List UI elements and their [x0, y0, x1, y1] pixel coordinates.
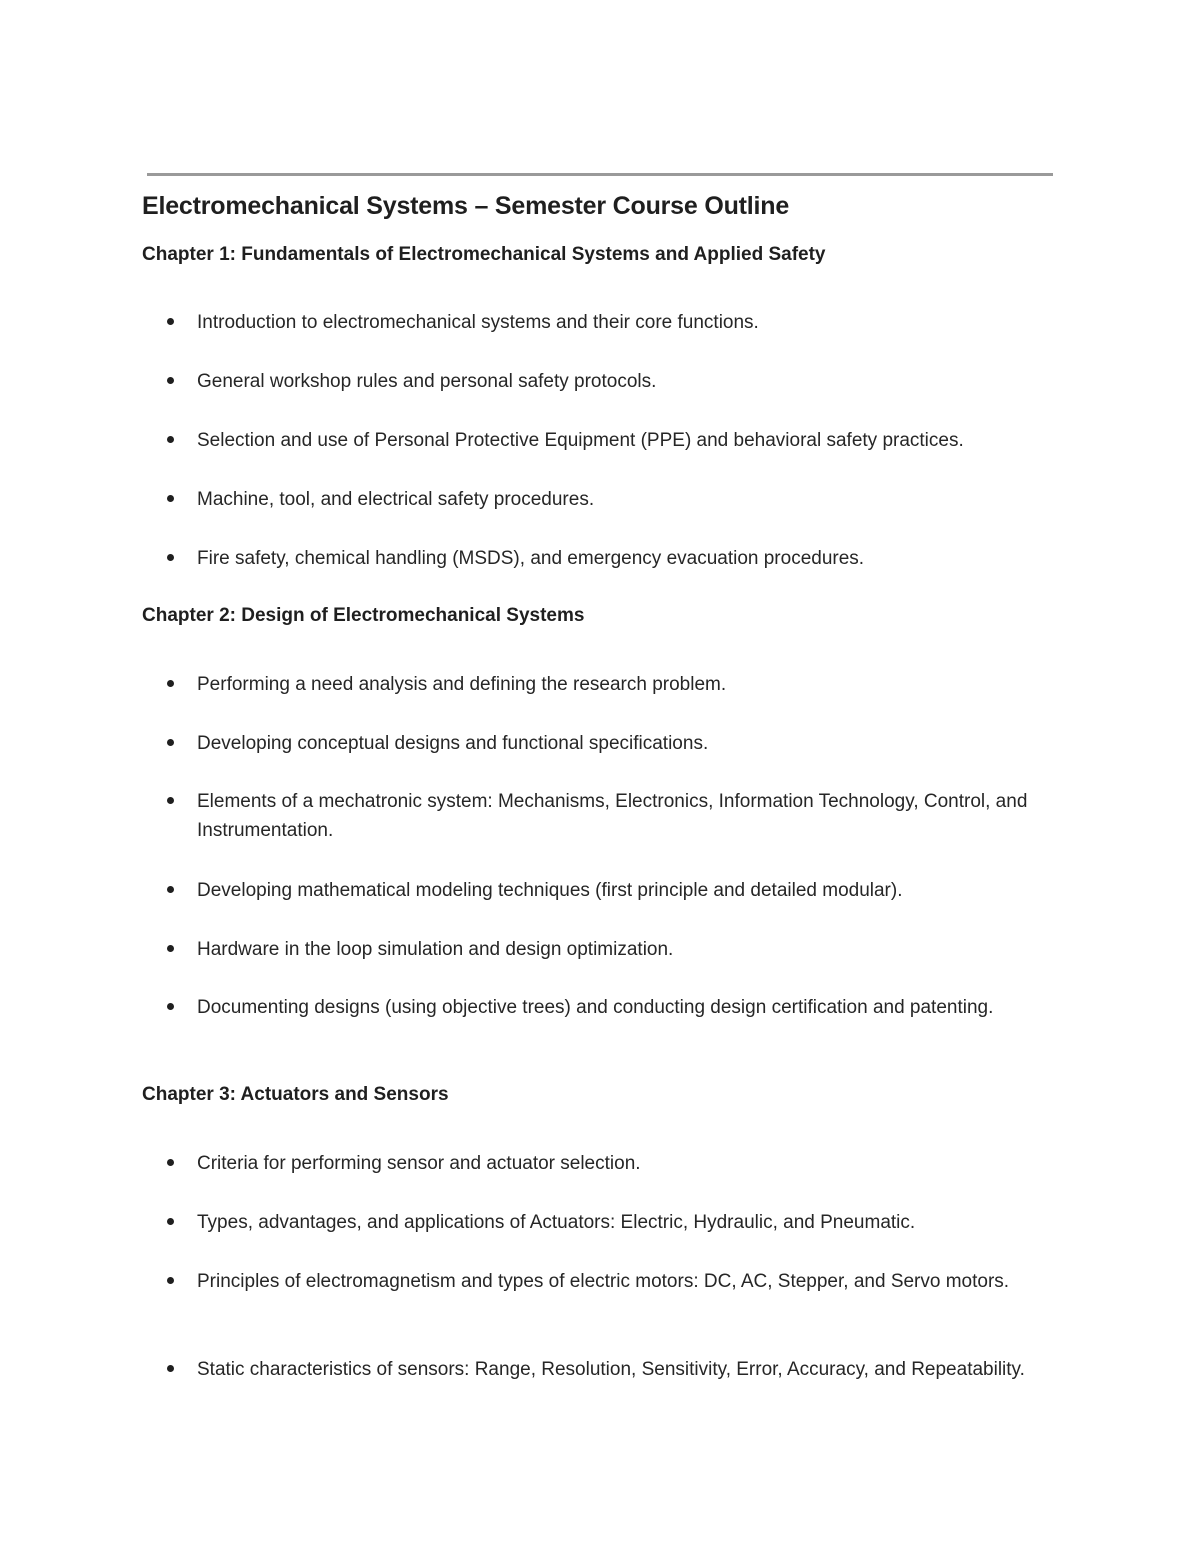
bullet-icon — [167, 436, 174, 443]
chapter-1 — [142, 243, 1062, 569]
list-item-text: Documenting designs (using objective trees) and conducting design certification and patenting. — [197, 997, 994, 1018]
bullet-icon — [167, 886, 174, 893]
bullet-icon — [167, 1365, 174, 1372]
list-item-text: Criteria for performing sensor and actuator selection. — [197, 1153, 641, 1174]
list-item-text: Elements of a mechatronic system: Mechanisms, Electronics, Information Technology, Control, and Instrumentation. — [197, 791, 1028, 841]
bullet-icon — [167, 680, 174, 687]
chapter-heading: Chapter 2: Design of Electromechanical Systems — [142, 605, 585, 626]
chapter-heading: Chapter 3: Actuators and Sensors — [142, 1084, 449, 1105]
chapter-2 — [142, 604, 1062, 1018]
chapter-heading: Chapter 1: Fundamentals of Electromechanical Systems and Applied Safety — [142, 244, 826, 265]
chapter-3 — [142, 1083, 1062, 1380]
bullet-icon — [167, 1277, 174, 1284]
list-item-text: Types, advantages, and applications of Actuators: Electric, Hydraulic, and Pneumatic. — [197, 1212, 916, 1233]
bullet-icon — [167, 945, 174, 952]
bullet-icon — [167, 554, 174, 561]
list-item-text: General workshop rules and personal safety protocols. — [197, 371, 657, 392]
list-item-text: Principles of electromagnetism and types of electric motors: DC, AC, Stepper, and Servo motors. — [197, 1271, 1010, 1292]
list-item-text: Developing mathematical modeling techniques (first principle and detailed modular). — [197, 880, 903, 901]
document-title: Electromechanical Systems – Semester Course Outline — [142, 192, 790, 220]
horizontal-rule — [147, 173, 1053, 176]
bullet-icon — [167, 1003, 174, 1010]
bullet-icon — [167, 739, 174, 746]
list-item-text: Selection and use of Personal Protective Equipment (PPE) and behavioral safety practices. — [197, 430, 964, 451]
bullet-icon — [167, 377, 174, 384]
list-item-text: Performing a need analysis and defining the research problem. — [197, 674, 727, 695]
list-item-text: Developing conceptual designs and functional specifications. — [197, 733, 709, 754]
bullet-icon — [167, 1159, 174, 1166]
bullet-icon — [167, 318, 174, 325]
list-item-text: Introduction to electromechanical systems and their core functions. — [197, 312, 759, 333]
list-item-text: Hardware in the loop simulation and design optimization. — [197, 939, 674, 960]
list-item-text: Static characteristics of sensors: Range, Resolution, Sensitivity, Error, Accuracy, and Repeatability. — [197, 1359, 1025, 1380]
list-item-text: Machine, tool, and electrical safety procedures. — [197, 489, 595, 510]
list-item-text: Fire safety, chemical handling (MSDS), and emergency evacuation procedures. — [197, 548, 865, 569]
bullet-icon — [167, 495, 174, 502]
bullet-icon — [167, 1218, 174, 1225]
bullet-icon — [167, 797, 174, 804]
